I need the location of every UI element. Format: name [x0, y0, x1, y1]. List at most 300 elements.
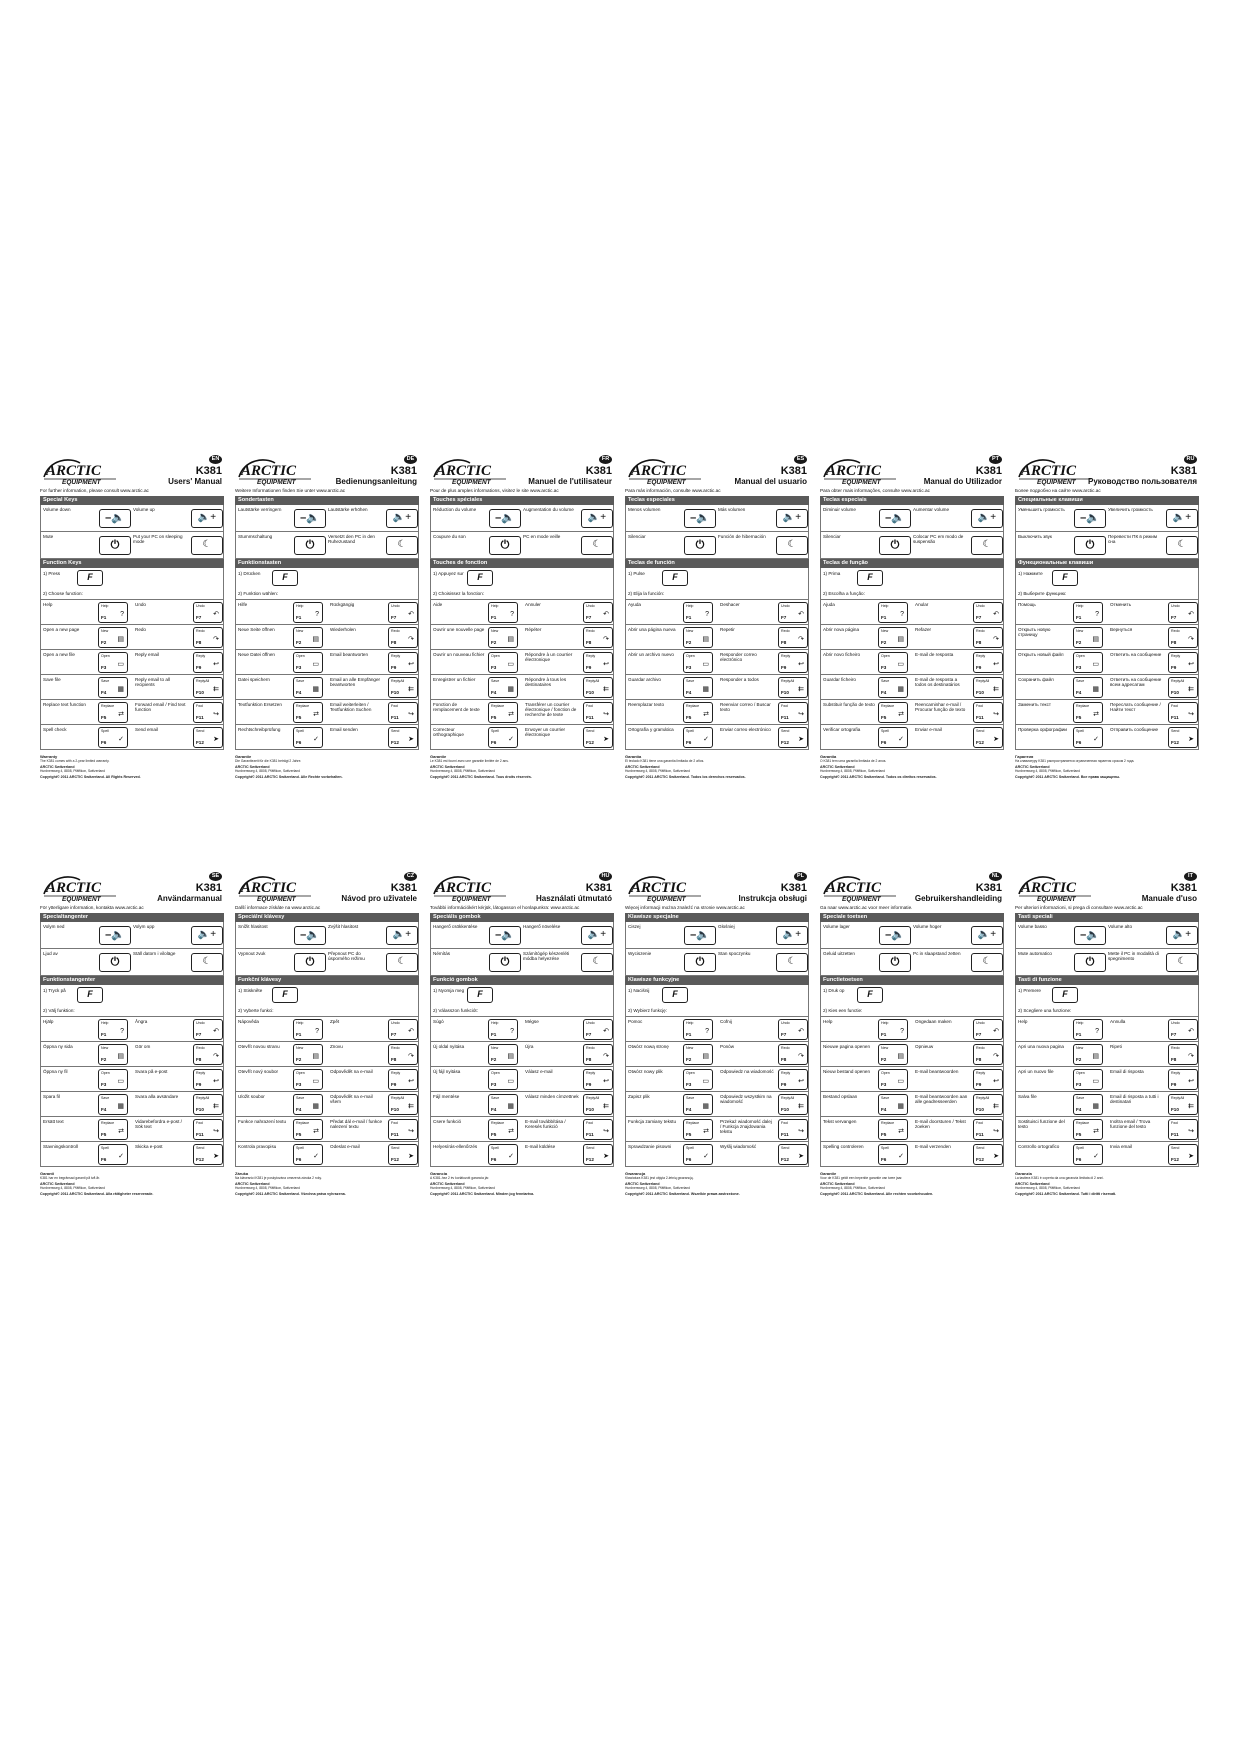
function-label-f1: Ajuda [823, 601, 835, 607]
key-number: F3 [881, 665, 887, 671]
f1-key [488, 602, 518, 623]
function-label-f6: Stavningskontroll [43, 1143, 78, 1149]
key-number: F6 [881, 1157, 887, 1163]
function-label-f3: Neue Datei öffnen [238, 651, 275, 657]
key-caption: Fwd [976, 1120, 983, 1125]
spell-icon: ✓ [703, 1153, 709, 1161]
key-caption: Replace [101, 703, 115, 708]
key-caption: Undo [781, 1020, 790, 1025]
key-number: F11 [976, 715, 984, 721]
function-row [430, 675, 614, 700]
function-label-f12: Skicka e-post [135, 1143, 163, 1149]
key-caption: Save [881, 1095, 890, 1100]
f9-key [778, 652, 808, 673]
function-label-f3: Otwórz nowy plik [628, 1068, 663, 1074]
replace-icon: ⇄ [1093, 711, 1099, 719]
key-caption: Fwd [976, 703, 983, 708]
volume-up-key-icon: 🔈+ [581, 926, 613, 945]
f8-key [583, 627, 613, 648]
key-caption: Fwd [1171, 1120, 1178, 1125]
volume-down-key-icon: –🔈 [879, 509, 911, 528]
press-label: 1) Drücken [238, 570, 261, 576]
mute-label: Выключить звук [1018, 533, 1052, 539]
save-icon: ▦ [702, 1103, 709, 1111]
key-caption: Fwd [781, 703, 788, 708]
arctic-logo [820, 455, 902, 487]
mute-key-icon: ⏻ [99, 536, 131, 555]
key-number: F3 [296, 1082, 302, 1088]
key-number: F4 [686, 1107, 692, 1113]
volume-up-label: Zvýšit hlasitost [328, 923, 359, 929]
key-caption: Help [881, 1020, 889, 1025]
key-caption: ReplyAll [196, 1095, 210, 1100]
key-number: F12 [196, 1157, 204, 1163]
panel-header [235, 455, 419, 488]
key-caption: Save [491, 1095, 500, 1100]
special-keys-heading: Klawisze specjalne [625, 913, 809, 922]
key-caption: Reply [586, 653, 596, 658]
copyright: Copyright© 2011 ARCTIC Switzerland. Tous droits réservés. [430, 775, 532, 780]
fwd-icon: ↪ [1188, 711, 1194, 719]
choose-label: 2) Elija la función: [628, 590, 665, 596]
special-row-mute [1015, 949, 1199, 976]
fwd-icon: ↪ [603, 1128, 609, 1136]
company-address: Hurdnersweg 4, 8808, Pfäffikon, Switzerland [1015, 769, 1080, 774]
key-caption: Open [101, 653, 110, 658]
replace-icon: ⇄ [508, 1128, 514, 1136]
function-label-f10: Odpowiedz wszystkim na wiadomość [720, 1093, 772, 1104]
volume-up-label: Hangerő növelése [523, 923, 561, 929]
logo-equipment-text: EQUIPMENT [647, 896, 686, 903]
undo-icon: ↶ [1188, 611, 1194, 619]
function-rows [820, 1017, 1004, 1167]
f7-key [583, 1019, 613, 1040]
save-icon: ▦ [117, 686, 124, 694]
special-row-mute [625, 532, 809, 559]
key-number: F7 [1171, 615, 1177, 621]
function-row [235, 700, 419, 725]
f11-key [1168, 1119, 1198, 1140]
save-icon: ▦ [507, 686, 514, 694]
redo-icon: ↷ [798, 636, 804, 644]
volume-up-key-icon: 🔈+ [776, 509, 808, 528]
function-label-f3: Abrir un archivo nuevo [628, 651, 674, 657]
key-number: F2 [491, 640, 497, 646]
reply-icon: ↩ [213, 1078, 219, 1086]
function-label-f6: Spell check [43, 726, 67, 732]
key-number: F6 [296, 1157, 302, 1163]
function-rows [40, 1017, 224, 1167]
choose-step [40, 588, 224, 600]
sleep-key-icon: ☾ [776, 536, 808, 555]
choose-step [430, 1005, 614, 1017]
key-number: F3 [1076, 1082, 1082, 1088]
function-row [820, 1042, 1004, 1067]
f2-key [1073, 627, 1103, 648]
function-label-f1: Hilfe [238, 601, 248, 607]
function-label-f9: Odpowiedz na wiadomość [720, 1068, 774, 1074]
key-caption: Save [686, 1095, 695, 1100]
volume-up-key-icon: 🔈+ [1166, 509, 1198, 528]
volume-down-key-icon: –🔈 [1074, 509, 1106, 528]
panel-footer [820, 754, 1004, 780]
warranty-heading: Гарантия [1015, 753, 1034, 759]
language-badge: NL [989, 872, 1002, 881]
key-caption: Send [586, 728, 595, 733]
mute-key-icon: ⏻ [1074, 953, 1106, 972]
manual-title: Manual do Utilizador [923, 477, 1002, 486]
key-number: F3 [491, 665, 497, 671]
key-number: F3 [101, 665, 107, 671]
panel-footer [235, 754, 419, 780]
save-icon: ▦ [702, 686, 709, 694]
f12-key [973, 1144, 1003, 1165]
f8-key [193, 1044, 223, 1065]
key-number: F1 [686, 615, 692, 621]
logo-equipment-text: EQUIPMENT [1037, 479, 1076, 486]
key-number: F3 [101, 1082, 107, 1088]
function-row [430, 1142, 614, 1167]
undo-icon: ↶ [213, 611, 219, 619]
f8-key [778, 627, 808, 648]
function-keys-heading: Funktionstasten [235, 559, 419, 568]
function-label-f8: Répéter [525, 626, 542, 632]
function-label-f7: Cofnij [720, 1018, 732, 1024]
key-number: F4 [1076, 690, 1082, 696]
key-number: F7 [196, 1032, 202, 1038]
logo-equipment-text: EQUIPMENT [842, 479, 881, 486]
function-label-f9: Ответить на сообщение [1110, 651, 1162, 657]
key-caption: ReplyAll [976, 1095, 990, 1100]
key-caption: Help [686, 603, 694, 608]
key-caption: Fwd [586, 703, 593, 708]
f11-key [973, 1119, 1003, 1140]
f3-key [488, 1069, 518, 1090]
f5-key [293, 1119, 323, 1140]
warranty-heading: Garancia [430, 1170, 448, 1176]
new-icon: ▤ [897, 636, 904, 644]
function-label-f7: Annulla [1110, 1018, 1126, 1024]
function-label-f10: Responder a todos [720, 676, 759, 682]
key-number: F9 [781, 1082, 787, 1088]
panel-footer [40, 754, 224, 780]
manual-title: Használati útmutató [535, 894, 612, 903]
key-number: F2 [491, 1057, 497, 1063]
function-label-f8: Ripeti [1110, 1043, 1122, 1049]
function-label-f12: Отправить сообщение [1110, 726, 1159, 732]
key-number: F11 [976, 1132, 984, 1138]
panel-header [820, 455, 1004, 488]
panel-footer [430, 1171, 614, 1197]
function-label-f10: Répondre à tous les destinataires [525, 676, 567, 687]
function-row [625, 700, 809, 725]
f4-key [683, 677, 713, 698]
info-line: För ytterligare information, kontakta www.arctic.ac [40, 905, 144, 910]
function-label-f2: Ouvrir une nouvelle page [433, 626, 485, 632]
key-number: F12 [391, 1157, 399, 1163]
key-number: F2 [686, 640, 692, 646]
key-number: F2 [101, 640, 107, 646]
function-label-f8: Újra [525, 1043, 534, 1049]
volume-down-key-icon: –🔈 [1074, 926, 1106, 945]
key-caption: ReplyAll [781, 678, 795, 683]
save-icon: ▦ [1092, 686, 1099, 694]
save-icon: ▦ [897, 686, 904, 694]
press-label: 1) Stiskněte [238, 987, 263, 993]
special-row-mute [820, 949, 1004, 976]
f11-key [583, 1119, 613, 1140]
function-label-f3: Nieuw bestand openen [823, 1068, 870, 1074]
special-row-volume [430, 922, 614, 949]
f12-key [583, 1144, 613, 1165]
function-row [235, 1117, 419, 1142]
manual-panel-ru [1015, 455, 1199, 850]
function-row [40, 700, 224, 725]
redo-icon: ↷ [408, 1053, 414, 1061]
function-label-f4: Enregistrer un fichier [433, 676, 476, 682]
new-icon: ▤ [702, 1053, 709, 1061]
language-badge: EN [209, 455, 222, 464]
key-number: F8 [196, 1057, 202, 1063]
function-row [40, 1117, 224, 1142]
key-number: F2 [686, 1057, 692, 1063]
f5-key [488, 1119, 518, 1140]
key-caption: Undo [781, 603, 790, 608]
special-row-mute [1015, 532, 1199, 559]
open-icon: ▭ [1092, 661, 1099, 669]
key-number: F1 [101, 615, 107, 621]
volume-down-key-icon: –🔈 [684, 509, 716, 528]
function-label-f1: Pomoc [628, 1018, 643, 1024]
f8-key [973, 627, 1003, 648]
function-label-f3: Apri un nuovo file [1018, 1068, 1054, 1074]
key-caption: Undo [976, 1020, 985, 1025]
f8-key [583, 1044, 613, 1065]
function-keys-heading: Touches de fonction [430, 559, 614, 568]
key-caption: Help [296, 1020, 304, 1025]
fn-key-icon: F [662, 570, 688, 586]
fwd-icon: ↪ [213, 1128, 219, 1136]
key-number: F11 [781, 715, 789, 721]
key-number: F8 [586, 1057, 592, 1063]
key-number: F12 [781, 740, 789, 746]
f12-key [388, 727, 418, 748]
f10-key [1168, 1094, 1198, 1115]
undo-icon: ↶ [993, 1028, 999, 1036]
key-caption: Replace [686, 703, 700, 708]
press-label: 1) Press [43, 570, 61, 576]
key-number: F9 [196, 1082, 202, 1088]
key-caption: Replace [1076, 703, 1090, 708]
save-icon: ▦ [1092, 1103, 1099, 1111]
key-number: F12 [391, 740, 399, 746]
function-label-f12: Odeslat e-mail [330, 1143, 360, 1149]
fn-key-icon: F [1052, 987, 1078, 1003]
key-number: F7 [781, 1032, 787, 1038]
key-number: F2 [1076, 1057, 1082, 1063]
key-number: F7 [976, 1032, 982, 1038]
volume-up-key-icon: 🔈+ [971, 926, 1003, 945]
key-number: F7 [1171, 1032, 1177, 1038]
function-row [40, 1092, 224, 1117]
arctic-logo [820, 872, 902, 904]
function-label-f4: Сохранить файл [1018, 676, 1054, 682]
press-step [40, 568, 224, 588]
send-icon: ➤ [798, 1153, 804, 1161]
logo-arctic-text: ARCTIC [46, 880, 102, 896]
sleep-key-icon: ☾ [971, 953, 1003, 972]
key-number: F6 [491, 740, 497, 746]
manual-title: Användarmanual [157, 894, 222, 903]
function-label-f7: Отменить [1110, 601, 1131, 607]
replyall-icon: ⇇ [213, 1103, 219, 1111]
key-caption: Reply [781, 653, 791, 658]
f10-key [193, 677, 223, 698]
function-label-f6: Helyesírás-ellenőrzés [433, 1143, 478, 1149]
f1-key [878, 602, 908, 623]
function-label-f11: E-mail doorsturen / Tekst zoeken [915, 1118, 966, 1129]
panel-header [430, 455, 614, 488]
model-name: K381 [390, 465, 417, 477]
company-name: ARCTIC Switzerland [625, 1181, 660, 1186]
function-label-f1: Aide [433, 601, 443, 607]
f11-key [193, 702, 223, 723]
help-icon: ? [900, 611, 904, 619]
volume-down-label: Snížit hlasitost [238, 923, 268, 929]
key-caption: Help [881, 603, 889, 608]
help-icon: ? [1095, 611, 1099, 619]
f3-key [488, 652, 518, 673]
undo-icon: ↶ [213, 1028, 219, 1036]
key-number: F2 [101, 1057, 107, 1063]
reply-icon: ↩ [408, 661, 414, 669]
reply-icon: ↩ [1188, 661, 1194, 669]
key-number: F2 [296, 640, 302, 646]
function-label-f7: Undo [135, 601, 146, 607]
replace-icon: ⇄ [313, 711, 319, 719]
copyright: Copyright© 2011 ARCTIC Switzerland. Tutti i diritti riservati. [1015, 1192, 1117, 1197]
function-label-f11: Transférer un courrier électronique / fonction de recherche de texte [525, 701, 577, 718]
special-row-volume [235, 505, 419, 532]
key-number: F1 [101, 1032, 107, 1038]
f9-key [388, 1069, 418, 1090]
logo-equipment-text: EQUIPMENT [842, 896, 881, 903]
function-label-f1: Помощь [1018, 601, 1036, 607]
key-caption: Open [296, 1070, 305, 1075]
function-row [1015, 1117, 1199, 1142]
function-label-f6: Проверка орфографии [1018, 726, 1067, 732]
key-number: F10 [586, 690, 594, 696]
sleep-label: Перевести ПК в режим сна [1108, 533, 1157, 544]
manual-title: Users' Manual [168, 477, 222, 486]
special-keys-heading: Teclas especiais [820, 496, 1004, 505]
choose-step [820, 588, 1004, 600]
choose-step [625, 588, 809, 600]
sleep-key-icon: ☾ [1166, 953, 1198, 972]
volume-down-key-icon: –🔈 [489, 926, 521, 945]
key-number: F7 [391, 615, 397, 621]
function-label-f1: Ayuda [628, 601, 641, 607]
volume-up-key-icon: 🔈+ [191, 509, 223, 528]
key-number: F12 [1171, 740, 1179, 746]
key-caption: Send [196, 728, 205, 733]
key-caption: Reply [976, 653, 986, 658]
function-label-f6: Correcteur orthographique [433, 726, 464, 737]
function-row [820, 700, 1004, 725]
f11-key [1168, 702, 1198, 723]
spell-icon: ✓ [898, 736, 904, 744]
fwd-icon: ↪ [798, 1128, 804, 1136]
function-label-f4: Guardar ficheiro [823, 676, 856, 682]
key-caption: Reply [1171, 1070, 1181, 1075]
key-number: F1 [1076, 615, 1082, 621]
company-address: Hurdnersweg 4, 8808, Pfäffikon, Switzerland [430, 769, 495, 774]
key-caption: Save [101, 678, 110, 683]
undo-icon: ↶ [993, 611, 999, 619]
key-number: F11 [1171, 1132, 1179, 1138]
f5-key [1073, 702, 1103, 723]
choose-step [430, 588, 614, 600]
f3-key [293, 1069, 323, 1090]
key-caption: Undo [586, 603, 595, 608]
function-label-f4: Save file [43, 676, 61, 682]
function-row [625, 1017, 809, 1042]
function-row [430, 650, 614, 675]
key-caption: Replace [1076, 1120, 1090, 1125]
volume-down-key-icon: –🔈 [99, 926, 131, 945]
logo-equipment-text: EQUIPMENT [452, 896, 491, 903]
key-number: F12 [1171, 1157, 1179, 1163]
f8-key [778, 1044, 808, 1065]
key-number: F9 [976, 665, 982, 671]
key-caption: Fwd [1171, 703, 1178, 708]
logo-arctic-text: ARCTIC [241, 463, 297, 479]
panel-header [625, 872, 809, 905]
function-label-f5: Fonction de remplacement de texte [433, 701, 480, 712]
manual-panel-se [40, 872, 224, 1267]
manual-sheet [40, 455, 1203, 1455]
key-number: F8 [976, 1057, 982, 1063]
volume-up-label: Más volumen [718, 506, 746, 512]
key-caption: Fwd [391, 703, 398, 708]
function-keys-heading: Функциональные клавиши [1015, 559, 1199, 568]
function-label-f8: Вернуться [1110, 626, 1133, 632]
key-caption: Spell [101, 1145, 109, 1150]
function-label-f6: Sprawdzanie pisowni [628, 1143, 672, 1149]
key-caption: Send [1171, 728, 1180, 733]
key-number: F8 [586, 640, 592, 646]
function-row [820, 1142, 1004, 1167]
key-caption: Help [101, 1020, 109, 1025]
language-badge: PL [794, 872, 807, 881]
special-keys-heading: Speciális gombok [430, 913, 614, 922]
key-caption: Redo [976, 1045, 985, 1050]
key-caption: New [686, 1045, 694, 1050]
f6-key [1073, 727, 1103, 748]
logo-arctic-text: ARCTIC [826, 880, 882, 896]
panel-footer [1015, 754, 1199, 780]
function-label-f10: Email di risposta a tutti i destinatari [1110, 1093, 1159, 1104]
function-row [430, 1092, 614, 1117]
company-name: ARCTIC Switzerland [1015, 1181, 1050, 1186]
function-label-f10: Email an alle Empfänger beantworten [330, 676, 381, 687]
function-row [820, 1117, 1004, 1142]
key-caption: Undo [586, 1020, 595, 1025]
function-label-f8: Gör om [135, 1043, 151, 1049]
key-caption: Redo [391, 1045, 400, 1050]
function-label-f9: Reply email [135, 651, 159, 657]
f9-key [1168, 1069, 1198, 1090]
